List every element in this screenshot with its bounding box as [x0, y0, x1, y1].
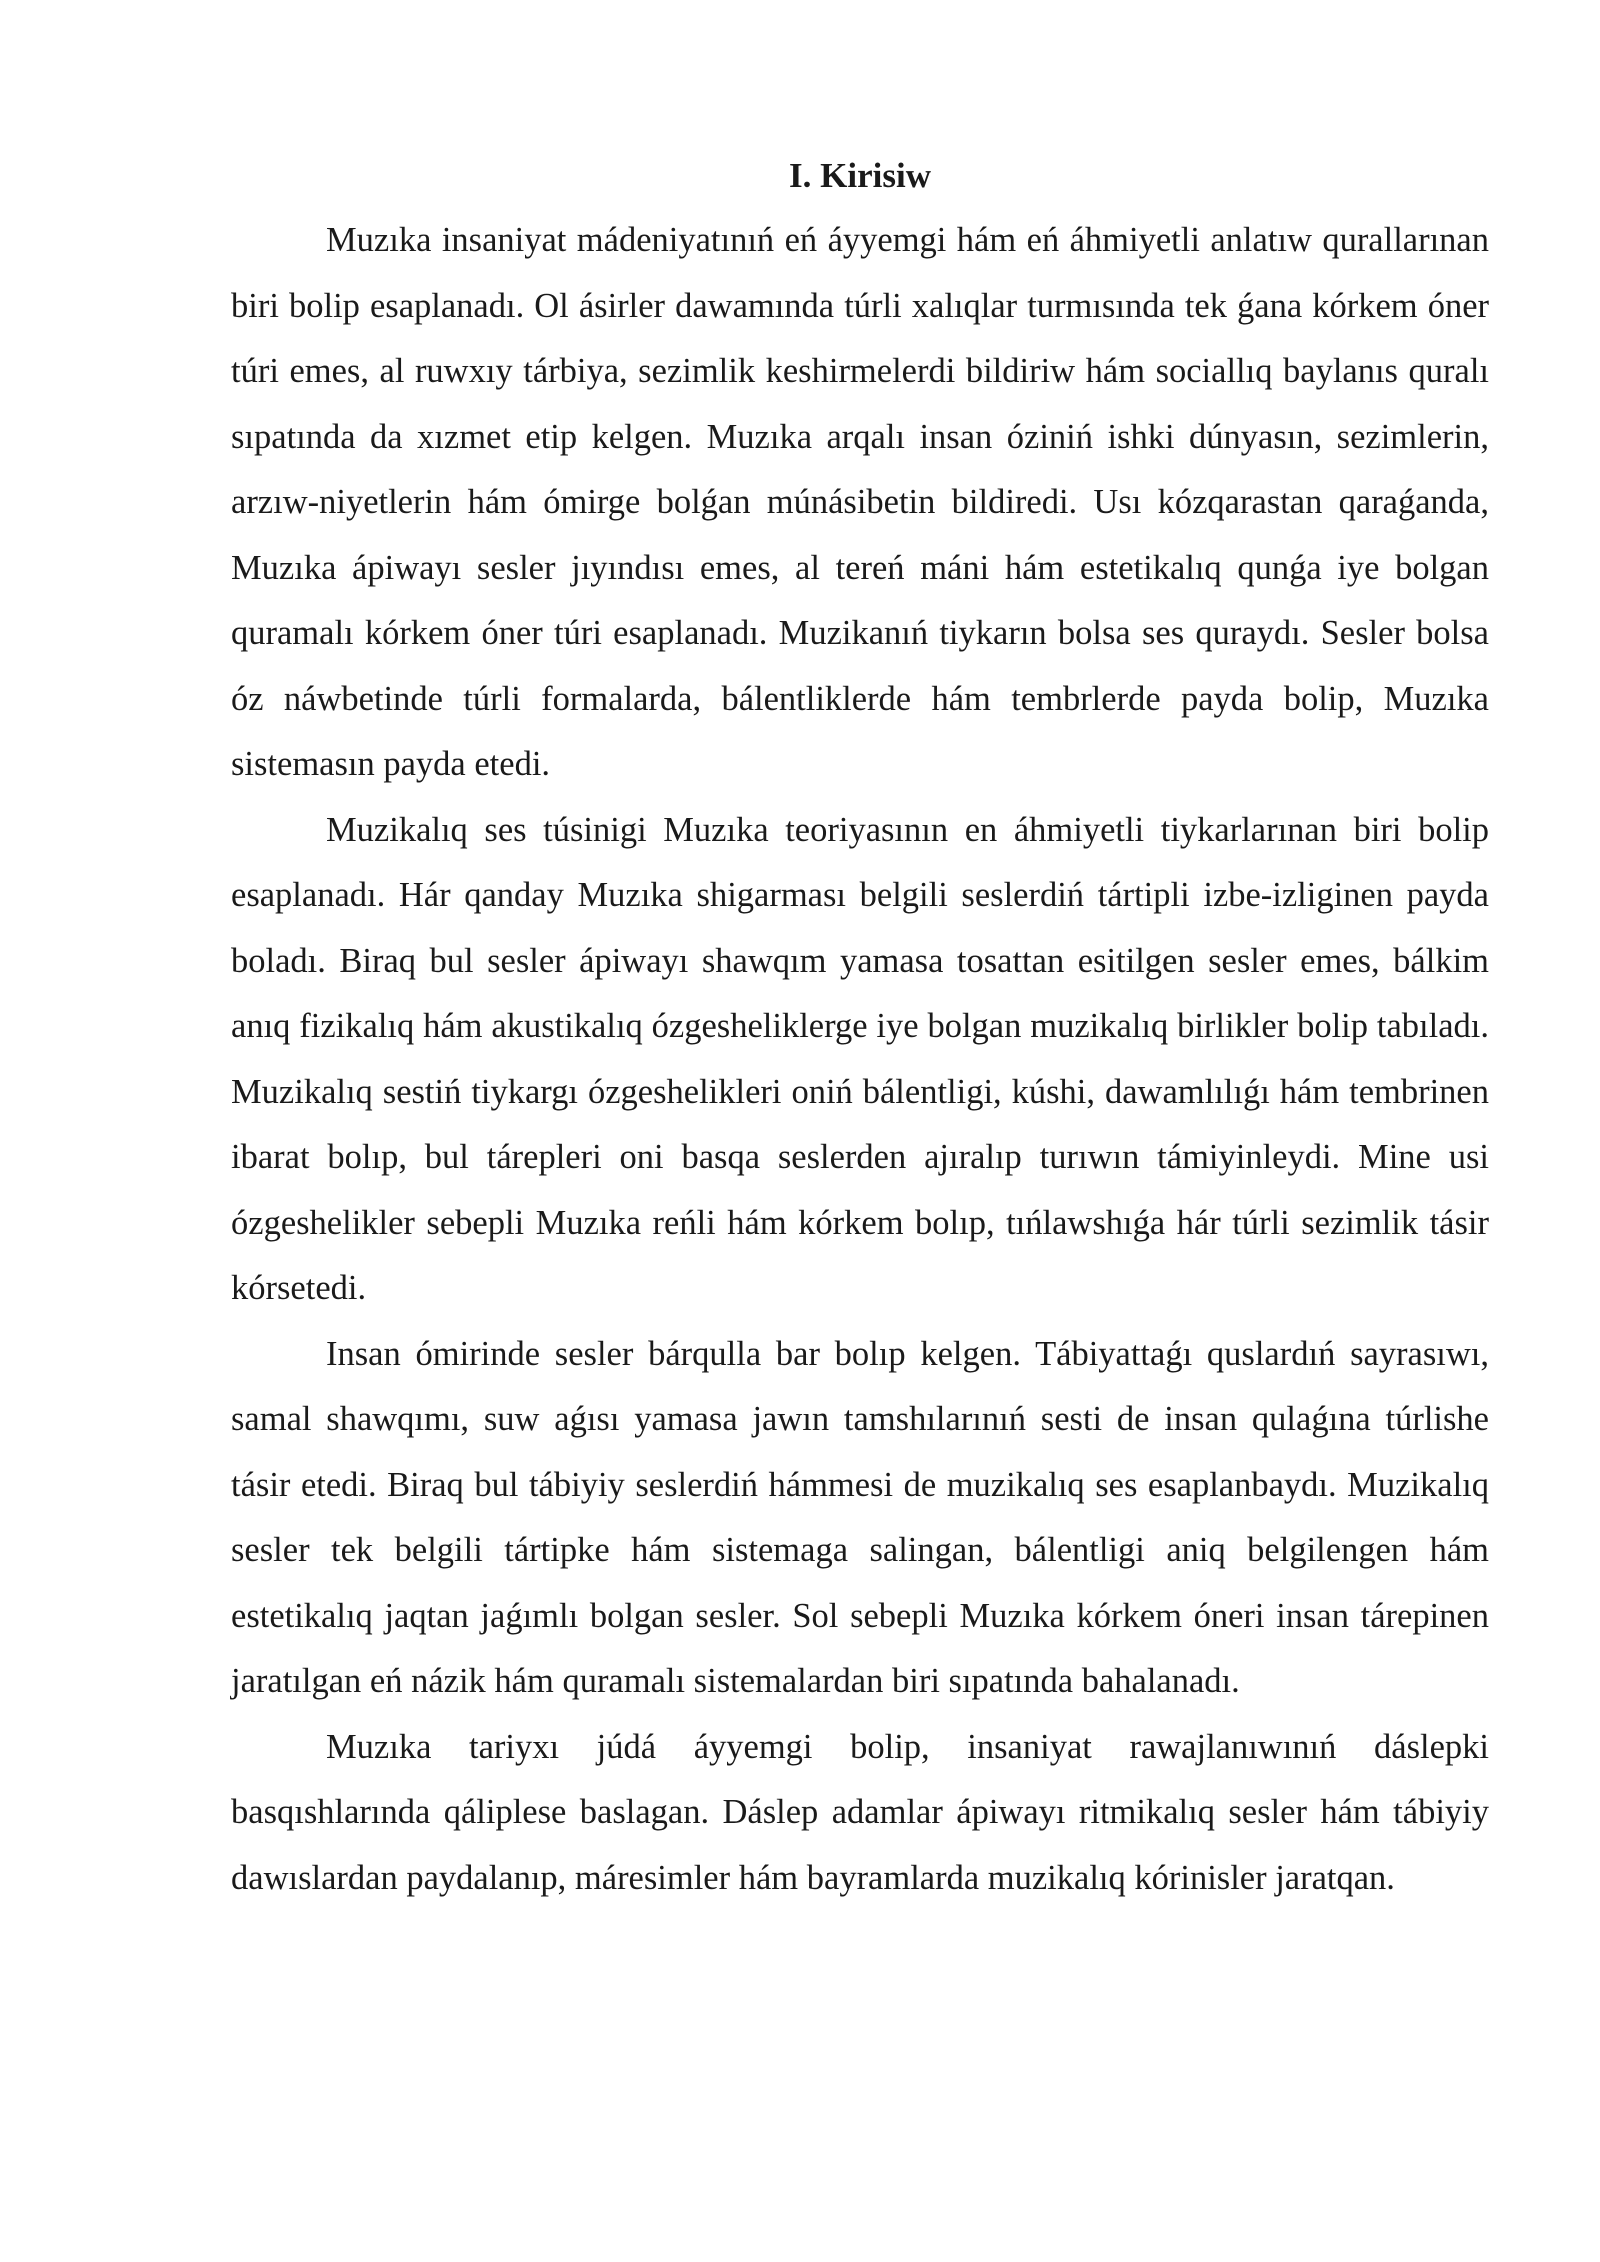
paragraph-1: Muzıka insaniyat mádeniyatınıń eń áyyemgi hám eń áhmiyetli anlatıw qurallarınan biri bolip esaplanadı. Ol ásirler dawamında túrli xalıqlar turmısında tek ǵana kórkem óner túri emes, al ruwxıy tárbiya, sezimlik keshirmelerdi bildiriw hám sociallıq baylanıs quralı sıpatında da xızmet etip kelgen. Muzıka arqalı insan óziniń ishki dúnyasın, sezimlerin, arzıw-niyetlerin hám ómirge bolǵan múnásibetin bildiredi. Usı kózqarastan qaraǵanda, Muzıka ápiwayı sesler jıyındısı emes, al tereń máni hám estetikalıq qunǵa iye bolgan quramalı kórkem óner túri esaplanadı. Muzikanıń tiykarın bolsa ses quraydı. Sesler bolsa óz náwbetinde túrli formalarda, bálentliklerde hám tembrlerde payda bolip, Muzıka sistemasın payda etedi.: [231, 221, 1489, 783]
paragraph-2: Muzikalıq ses túsinigi Muzıka teoriyasının en áhmiyetli tiykarlarınan biri bolip esaplanadı. Hár qanday Muzıka shigarması belgili seslerdiń tártipli izbe-izliginen payda boladı. Biraq bul sesler ápiwayı shawqım yamasa tosattan esitilgen sesler emes, bálkim anıq fizikalıq hám akustikalıq ózgesheliklerge iye bolgan muzikalıq birlikler bolip tabıladı. Muzikalıq sestiń tiykargı ózgeshelikleri oniń bálentligi, kúshi, dawamlılıǵı hám tembrinen ibarat bolıp, bul tárepleri oni basqa seslerden ajıralıp turıwın támiyinleydi. Mine usi ózgeshelikler sebepli Muzıka reńli hám kórkem bolıp, tıńlawshıǵa hár túrli sezimlik tásir kórsetedi.: [231, 810, 1489, 1307]
section-title: I. Kirisiw: [789, 156, 931, 195]
document-body: [231, 150, 1489, 1911]
paragraph-4: Muzıka tariyxı júdá áyyemgi bolip, insaniyat rawajlanıwınıń dáslepki basqıshlarında qáliplese baslagan. Dáslep adamlar ápiwayı ritmikalıq sesler hám tábiyiy dawıslardan paydalanıp, máresimler hám bayramlarda muzikalıq kórinisler jaratqan.: [231, 1727, 1489, 1897]
paragraph-3: Insan ómirinde sesler bárqulla bar bolıp kelgen. Tábiyattaǵı quslardıń sayrasıwı, samal shawqımı, suw aǵısı yamasa jawın tamshılarınıń sesti de insan qulaǵına túrlishe tásir etedi. Biraq bul tábiyiy seslerdiń hámmesi de muzikalıq ses esaplanbaydı. Muzikalıq sesler tek belgili tártipke hám sistemaga salingan, bálentligi aniq belgilengen hám estetikalıq jaqtan jaǵımlı bolgan sesler. Sol sebepli Muzıka kórkem óneri insan tárepinen jaratılgan eń názik hám quramalı sistemalardan biri sıpatında bahalanadı.: [231, 1334, 1489, 1700]
